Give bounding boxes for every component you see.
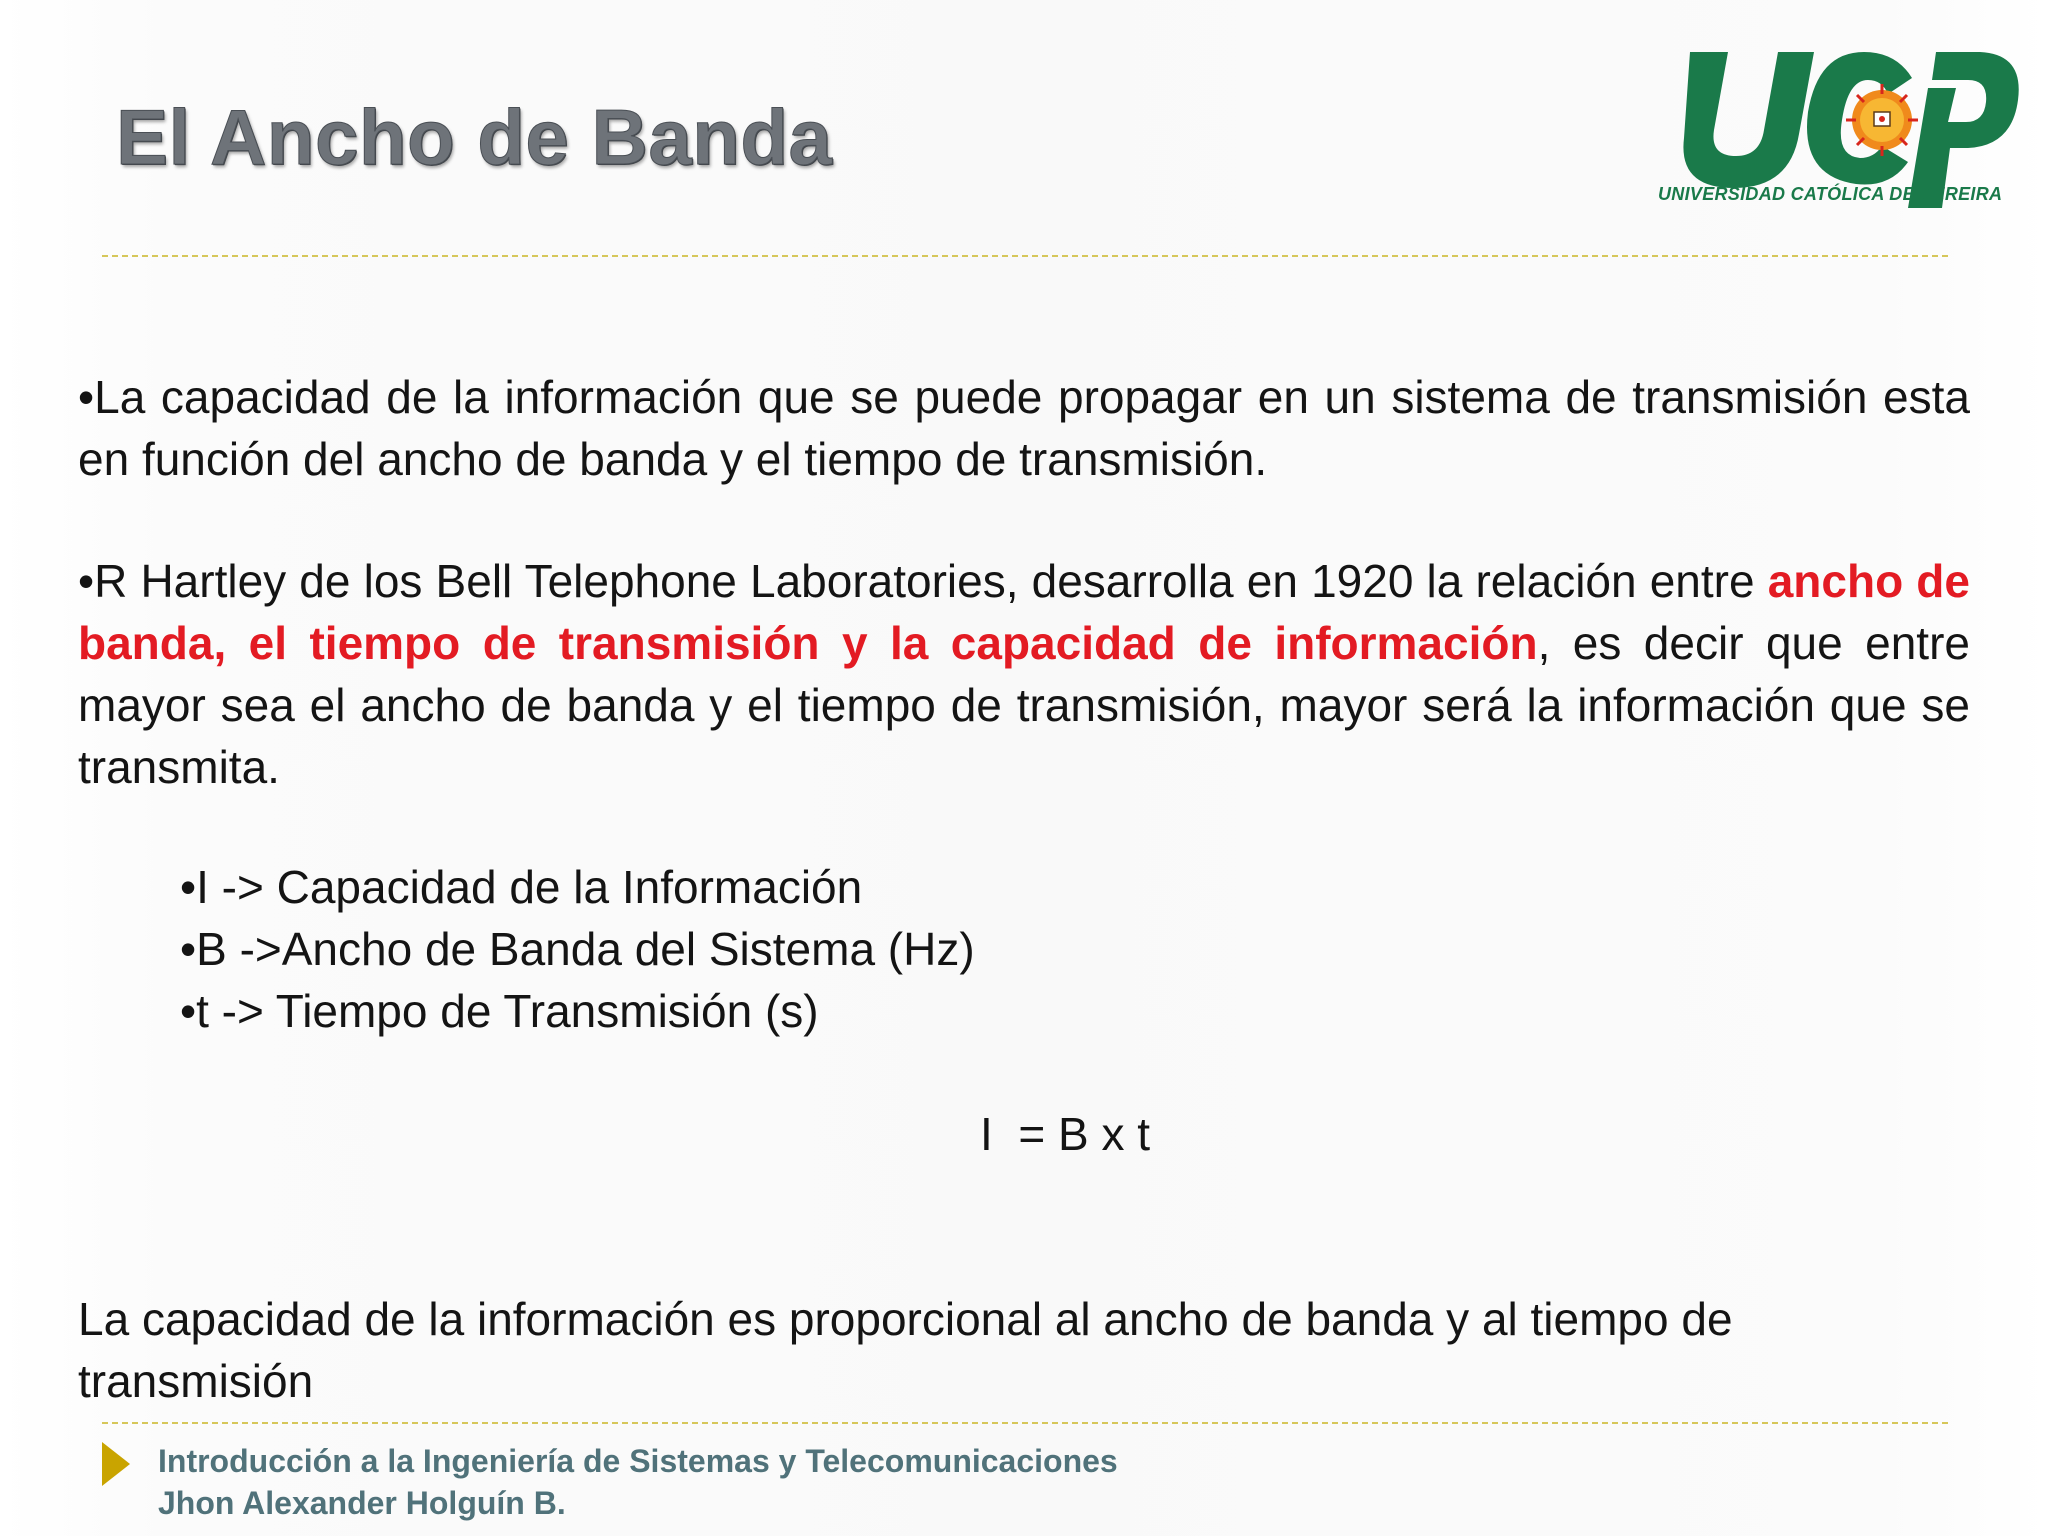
list-item: •I -> Capacidad de la Información bbox=[180, 861, 863, 913]
formula: I = B x t bbox=[980, 1108, 1151, 1160]
paragraph-capacity: •La capacidad de la información que se puede propagar en un sistema de transmisión esta en función del ancho de banda y el tiempo de transmisión. bbox=[78, 371, 1970, 485]
variable-list bbox=[180, 856, 975, 1042]
paragraph-hartley-end: , es decir que entre mayor sea el ancho de banda y el tiempo de transmisión, mayor será la información que se transmita. bbox=[78, 617, 1970, 793]
slide-title: El Ancho de Banda bbox=[116, 93, 833, 181]
sun-emblem-icon bbox=[1846, 84, 1918, 156]
footer-author: Jhon Alexander Holguín B. bbox=[158, 1485, 566, 1521]
top-divider bbox=[102, 255, 1948, 257]
paragraph-hartley-start: •R Hartley de los Bell Telephone Laboratories, desarrolla en 1920 la relación entre bbox=[78, 555, 1768, 607]
footer-arrow-icon bbox=[102, 1442, 130, 1486]
logo-letter-u bbox=[1683, 52, 1814, 188]
highlighted-text: ancho de banda, el tiempo de transmisión y la capacidad de información bbox=[78, 555, 1970, 669]
list-item: •t -> Tiempo de Transmisión (s) bbox=[180, 985, 819, 1037]
conclusion: La capacidad de la información es proporcional al ancho de banda y al tiempo de transmisión bbox=[78, 1293, 1733, 1407]
footer-course: Introducción a la Ingeniería de Sistemas y Telecomunicaciones bbox=[158, 1443, 1118, 1479]
bottom-divider bbox=[102, 1422, 1948, 1424]
paragraph-hartley bbox=[78, 550, 1970, 798]
footer bbox=[158, 1440, 1118, 1524]
list-item: •B ->Ancho de Banda del Sistema (Hz) bbox=[180, 923, 975, 975]
logo-caption: UNIVERSIDAD CATÓLICA DE PEREIRA bbox=[1658, 184, 2003, 204]
